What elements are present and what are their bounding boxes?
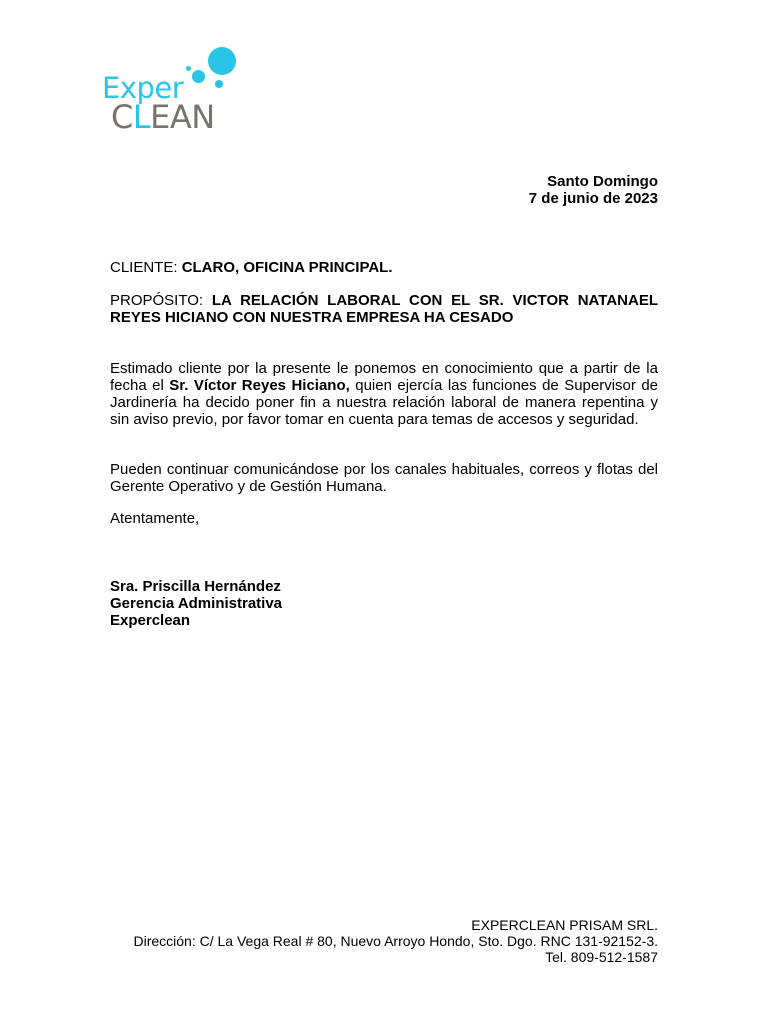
logo-letters-ean: EAN (150, 98, 215, 136)
logo-bubble-large (208, 47, 236, 75)
logo-word-exper: Exper (102, 71, 184, 105)
letter-date: 7 de junio de 2023 (528, 190, 658, 207)
body-p1-start: Estimado cliente por la presente le ponemos en conocimiento que a partir de la fecha el (110, 360, 658, 394)
logo-bubble-small (215, 80, 223, 88)
purpose-value: LA RELACIÓN LABORAL CON EL SR. VICTOR NATANAEL REYES HICIANO CON NUESTRA EMPRESA HA CESADO (110, 292, 658, 326)
purpose-label: PROPÓSITO: (110, 292, 204, 309)
client-label: CLIENTE: (110, 259, 178, 276)
experclean-logo (102, 44, 242, 136)
body-paragraph-1 (110, 360, 658, 428)
footer-address: Dirección: C/ La Vega Real # 80, Nuevo Arroyo Hondo, Sto. Dgo. RNC 131-92152-3. (133, 933, 658, 949)
footer-phone: Tel. 809-512-1587 (545, 949, 658, 965)
signer-name: Sra. Priscilla Hernández (110, 578, 281, 595)
logo-bubble-medium (192, 70, 205, 83)
body-p1-end: quien ejercía las funciones de Supervisor de Jardinería ha decido poner fin a nuestra relación laboral de manera repentina y sin aviso previo, por favor tomar en cuenta para temas de accesos y seguridad. (110, 377, 659, 428)
place-date-block (529, 173, 658, 207)
signature-block (110, 578, 658, 629)
logo-letter-l: L (132, 98, 151, 136)
logo-bubble-tiny (186, 66, 191, 71)
logo-letter-c: C (111, 98, 133, 136)
closing: Atentamente, (110, 510, 200, 527)
signer-role: Gerencia Administrativa (110, 595, 283, 612)
client-line (110, 259, 658, 276)
body-paragraph-2: Pueden continuar comunicándose por los canales habituales, correos y flotas del Gerente Operativo y de Gestión Humana. (110, 461, 658, 495)
footer (133, 917, 658, 965)
footer-company: EXPERCLEAN PRISAM SRL. (471, 917, 658, 933)
logo-word-clean (111, 100, 215, 134)
purpose-line (110, 292, 658, 326)
employee-name: Sr. Víctor Reyes Hiciano, (169, 377, 350, 394)
client-value: CLARO, OFICINA PRINCIPAL. (181, 259, 393, 276)
city: Santo Domingo (547, 173, 658, 190)
signer-company: Experclean (110, 612, 191, 629)
